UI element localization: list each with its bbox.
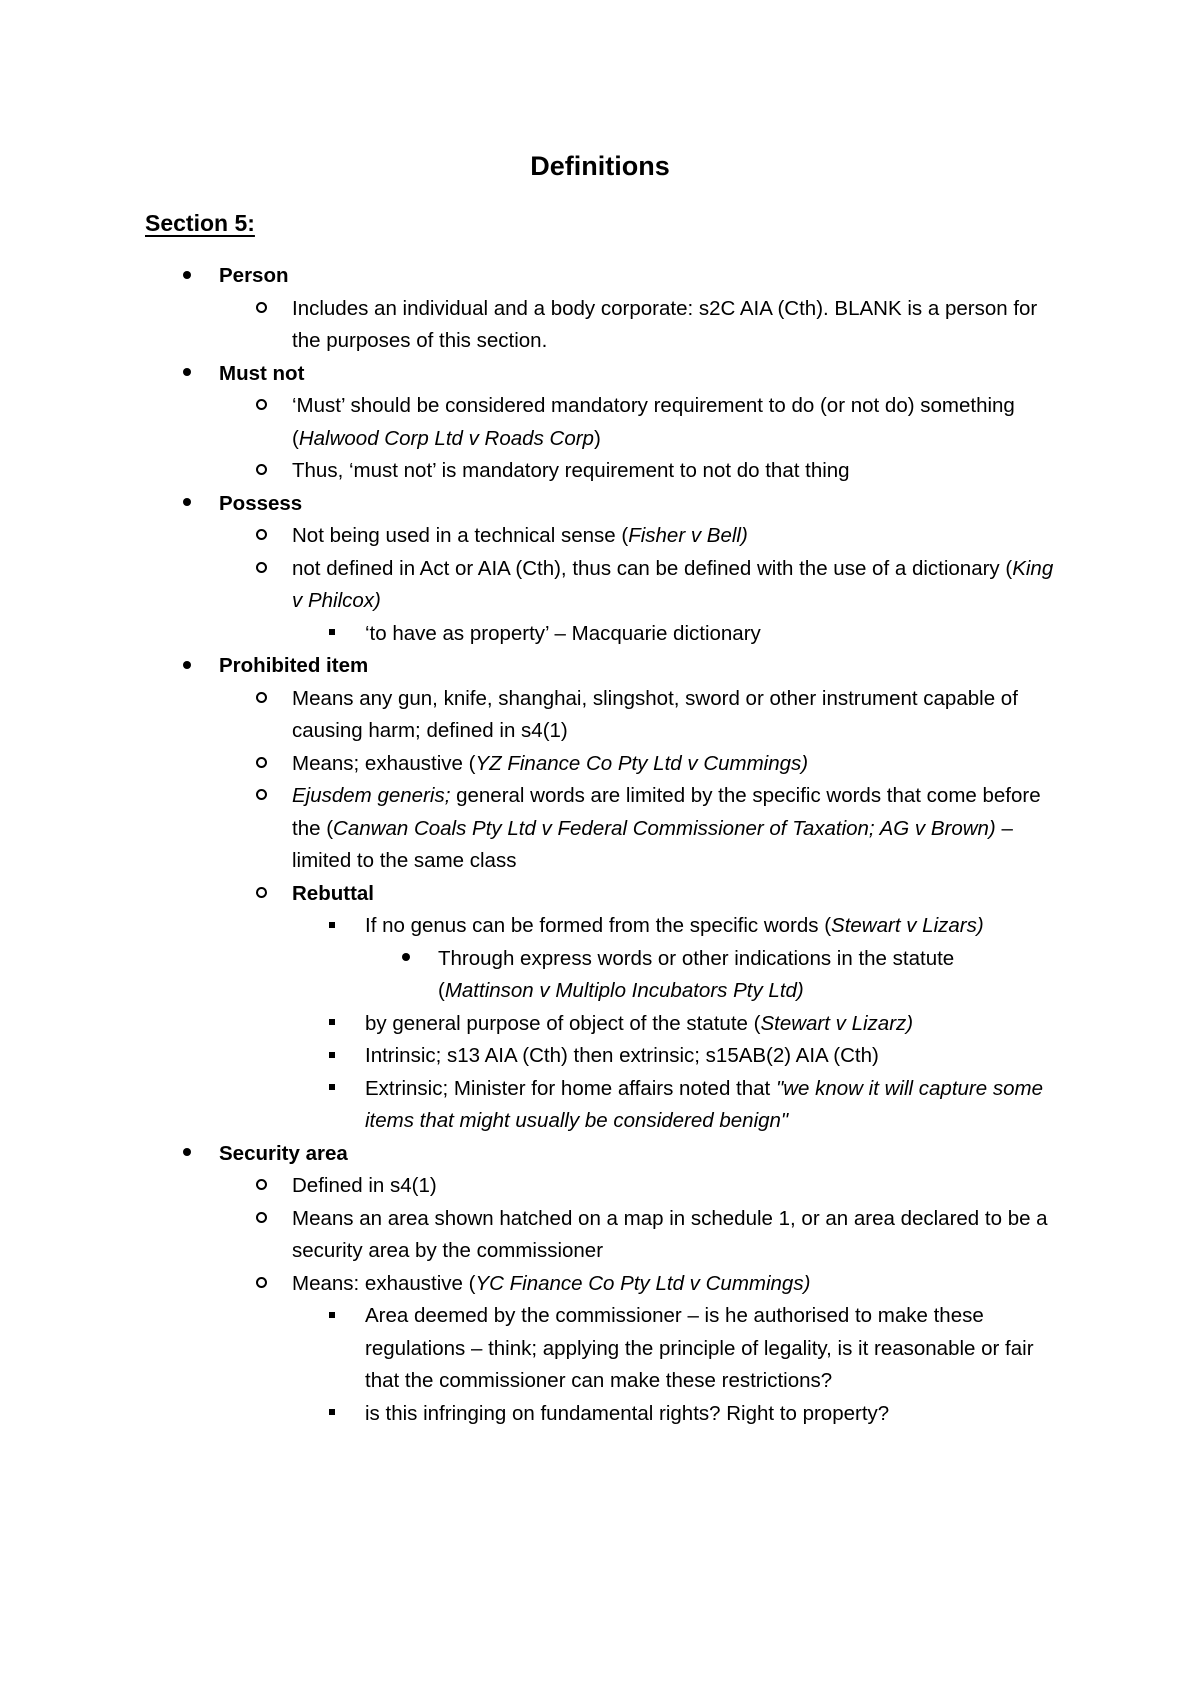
list-item [0,1008,1045,1041]
list-item [0,1203,1059,1268]
term-person: Person [219,264,289,287]
bullet-square-icon [329,1040,335,1073]
list-item [0,1398,1045,1431]
bullet-circle-icon [256,390,267,423]
list-item [0,748,1059,781]
bullet-circle-icon [256,293,267,326]
case-citation: Fisher v Bell) [628,524,748,547]
bullet-square-icon [329,1008,335,1041]
bullet-square-icon [329,618,335,651]
case-citation: YZ Finance Co Pty Ltd v Cummings) [475,751,809,775]
list-item [0,1170,1059,1203]
list-item [0,553,1059,618]
bullet-circle-icon [256,748,267,781]
item-text: ‘Must’ should be considered mandatory requirement to do (or not do) something ( [292,394,1015,450]
section-heading: Section 5: [145,210,255,236]
case-citation: Stewart v Lizars) [831,914,984,937]
item-text: Intrinsic; s13 AIA (Cth) then extrinsic; s15AB(2) AIA (Cth) [365,1044,879,1067]
term-prohibited-item: Prohibited item [219,654,369,677]
bullet-dot-icon [402,943,410,976]
quote-text: "we know it will capture some items that might usually be considered benign" [365,1076,1043,1132]
case-citation: YC Finance Co Pty Ltd v Cummings) [475,1271,811,1295]
bullet-circle-icon [256,683,267,716]
bullet-circle-icon [256,1203,267,1236]
item-text: is this infringing on fundamental rights? Right to property? [365,1401,890,1425]
item-text: by general purpose of object of the statute ( [365,1011,761,1035]
list-item [0,683,1059,748]
list-item [0,1300,1045,1398]
bullet-circle-icon [256,520,267,553]
bullet-dot-icon [183,650,191,683]
bullet-circle-icon [256,553,267,586]
case-citation: Halwood Corp Ltd v Roads Corp [298,426,594,450]
list-item-rebuttal [0,878,1059,911]
list-item [0,618,1045,651]
item-text: Through express words or other indications in the statute ( [438,946,955,1002]
bullet-dot-icon [183,488,191,521]
item-text: Not being used in a technical sense ( [292,524,629,547]
item-text: Means: exhaustive ( [292,1271,476,1295]
item-text: Extrinsic; Minister for home affairs noted that [365,1076,776,1100]
list-item [0,455,1059,488]
item-text: Means any gun, knife, shanghai, slingshot, sword or other instrument capable of causing harm; defined in s4(1) [292,686,1018,742]
list-item [0,520,1059,553]
term-possess: Possess [219,491,303,515]
bullet-square-icon [329,1398,335,1431]
item-text: not defined in Act or AIA (Cth), thus can be defined with the use of a dictionary ( [292,556,1013,580]
list-item [0,780,1059,878]
term-security-area: Security area [219,1141,348,1165]
list-item [0,293,1059,358]
bullet-circle-icon [256,1268,267,1301]
latin-term: Ejusdem generis; [292,784,451,807]
item-text: general words are limited by the specific words that come before the ( [292,784,1041,840]
list-item [0,1073,1045,1138]
item-text: – limited to the same class [292,816,1013,872]
bullet-square-icon [329,910,335,943]
definitions-list [0,260,1200,1430]
item-text: ) [593,426,601,450]
bullet-dot-icon [183,260,191,293]
list-item-must-not [0,358,1059,391]
page-title: Definitions [530,151,670,181]
bullet-circle-icon [256,878,267,911]
bullet-dot-icon [183,358,191,391]
item-text: Thus, ‘must not’ is mandatory requirement to not do that thing [292,459,850,482]
item-text: Includes an individual and a body corporate: s2C AIA (Cth). BLANK is a person for the purposes of this section. [292,296,1038,352]
item-text: If no genus can be formed from the specific words ( [365,914,832,937]
bullet-dot-icon [183,1138,191,1171]
bullet-circle-icon [256,780,267,813]
item-text: ‘to have as property’ – Macquarie dictionary [365,621,761,645]
list-item [0,943,1045,1008]
bullet-square-icon [329,1073,335,1106]
case-citation: Canwan Coals Pty Ltd v Federal Commissioner of Taxation; AG v Brown) [333,816,996,840]
bullet-circle-icon [256,1170,267,1203]
term-must-not: Must not [219,361,305,385]
list-item [0,910,1045,943]
list-item [0,390,1059,455]
list-item-prohibited-item [0,650,1059,683]
list-item [0,1268,1059,1301]
list-item [0,1040,1045,1073]
bullet-circle-icon [256,455,267,488]
list-item-security-area [0,1138,1059,1171]
case-citation: King v Philcox) [292,556,1054,612]
item-text: Means an area shown hatched on a map in schedule 1, or an area declared to be a security area by the commissioner [292,1206,1048,1262]
list-item-possess [0,488,1059,521]
case-citation: Stewart v Lizarz) [760,1011,914,1035]
bullet-square-icon [329,1300,335,1333]
term-rebuttal: Rebuttal [292,881,374,905]
item-text: Means; exhaustive ( [292,751,476,775]
case-citation: Mattinson v Multiplo Incubators Pty Ltd) [444,979,804,1002]
item-text: Area deemed by the commissioner – is he authorised to make these regulations – think; applying the principle of legality, is it reasonable or fair that the commissioner can make these restrictions? [365,1304,1034,1392]
list-item-person [0,260,1059,293]
item-text: Defined in s4(1) [292,1174,437,1197]
